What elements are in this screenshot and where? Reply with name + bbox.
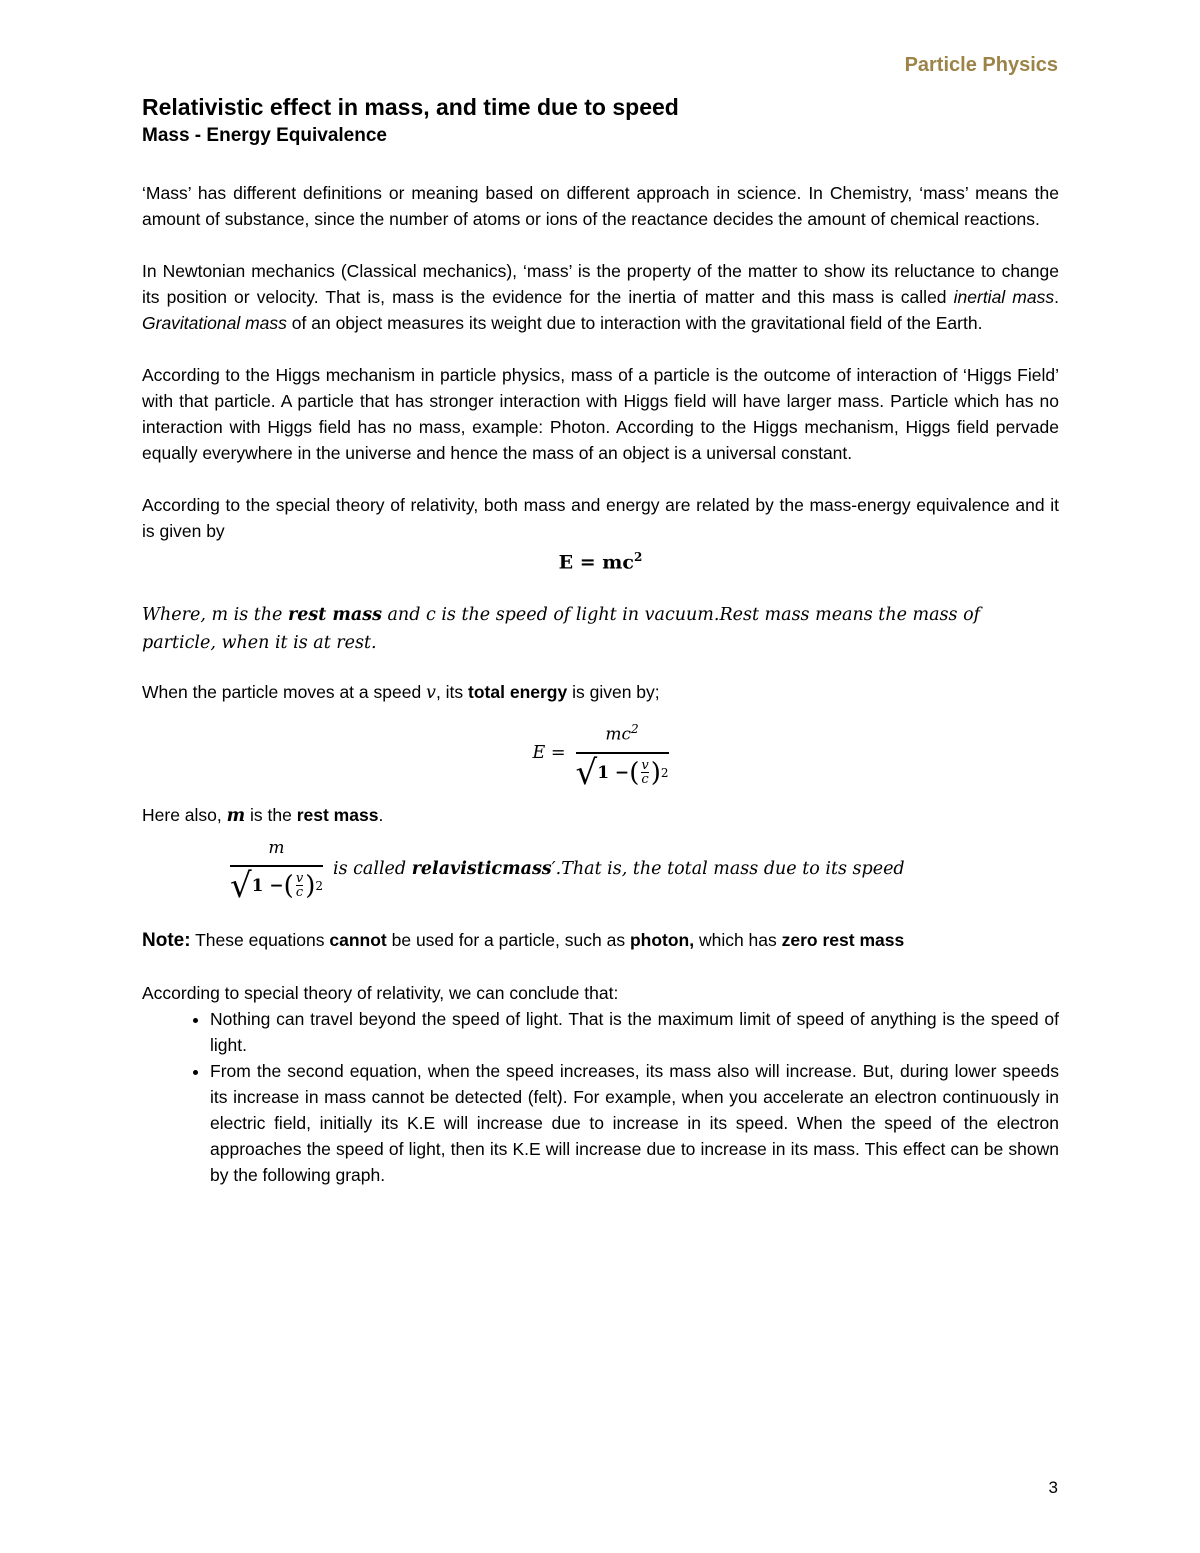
total-energy-intro: When the particle moves at a speed v, its total energy is given by; <box>142 682 660 704</box>
rest-mass-definition: Where, m is the rest mass and c is the speed of light in vacuum.Rest mass means the mass of particle, when it is at rest. <box>142 605 981 654</box>
paragraph-relativity: According to the special theory of relativity, both mass and energy are related by the mass-energy equivalence and it is given by <box>142 495 1059 541</box>
note-paragraph: Note: These equations cannot be used for a particle, such as photon, which has zero rest mass <box>142 929 905 951</box>
equation-relativistic-mass: m √ 1 − ( $\frac{v}{c}$ ) 2 is called relavisticmass′.That is, the total mass due to its speed <box>230 837 905 906</box>
rest-mass-note: Here also, m is the rest mass. <box>142 804 384 826</box>
page-number: 3 <box>1048 1478 1058 1497</box>
conclusion-list <box>142 1006 1059 1188</box>
paragraph-higgs: According to the Higgs mechanism in particle physics, mass of a particle is the outcome of interaction of ‘Higgs Field’ with that particle. A particle that has stronger interaction with Higgs field will have larger mass. Particle which has no interaction with Higgs field has no mass, example: Photon. According to the Higgs mechanism, Higgs field pervade equally everywhere in the universe and hence the mass of an object is a universal constant. <box>142 365 1059 463</box>
section-subtitle: Mass - Energy Equivalence <box>142 125 387 146</box>
page-content <box>142 88 1059 1188</box>
paragraph-newtonian-mass: In Newtonian mechanics (Classical mechanics), ‘mass’ is the property of the matter to show its reluctance to change its position or velocity. That is, mass is the evidence for the inertia of matter and this mass is called inertial mass. Gravitational mass of an object measures its weight due to interaction with the gravitational field of the Earth. <box>142 261 1059 333</box>
running-header: Particle Physics <box>904 54 1058 76</box>
list-item: • From the second equation, when the speed increases, its mass also will increase. But, during lower speeds its increase in mass cannot be detected (felt). For example, when you accelerate an electron continuously in electric field, initially its K.E will increase due to increase in its speed. When the speed of the electron approaches the speed of light, then its K.E will increase due to increase in its mass. This effect can be shown by the following graph. <box>210 1058 1059 1188</box>
list-item: • Nothing can travel beyond the speed of light. That is the maximum limit of speed of anything is the speed of light. <box>210 1006 1059 1058</box>
conclusion-intro: According to special theory of relativity, we can conclude that: <box>142 982 619 1003</box>
equation-total-energy: E = $mc^2$ √ 1 − ( $\frac{v}{c}$ ) 2 <box>532 722 669 793</box>
section-title: Relativistic effect in mass, and time due to speed <box>142 94 679 120</box>
sqrt-icon: √ <box>230 865 252 906</box>
paragraph-mass-chemistry: ‘Mass’ has different definitions or meaning based on different approach in science. In Chemistry, ‘mass’ means the amount of substance, since the number of atoms or ions of the reactance decides the amount of chemical reactions. <box>142 183 1059 229</box>
sqrt-icon: √ <box>575 752 598 793</box>
equation-emc2: $E = mc^2$ <box>558 550 643 574</box>
